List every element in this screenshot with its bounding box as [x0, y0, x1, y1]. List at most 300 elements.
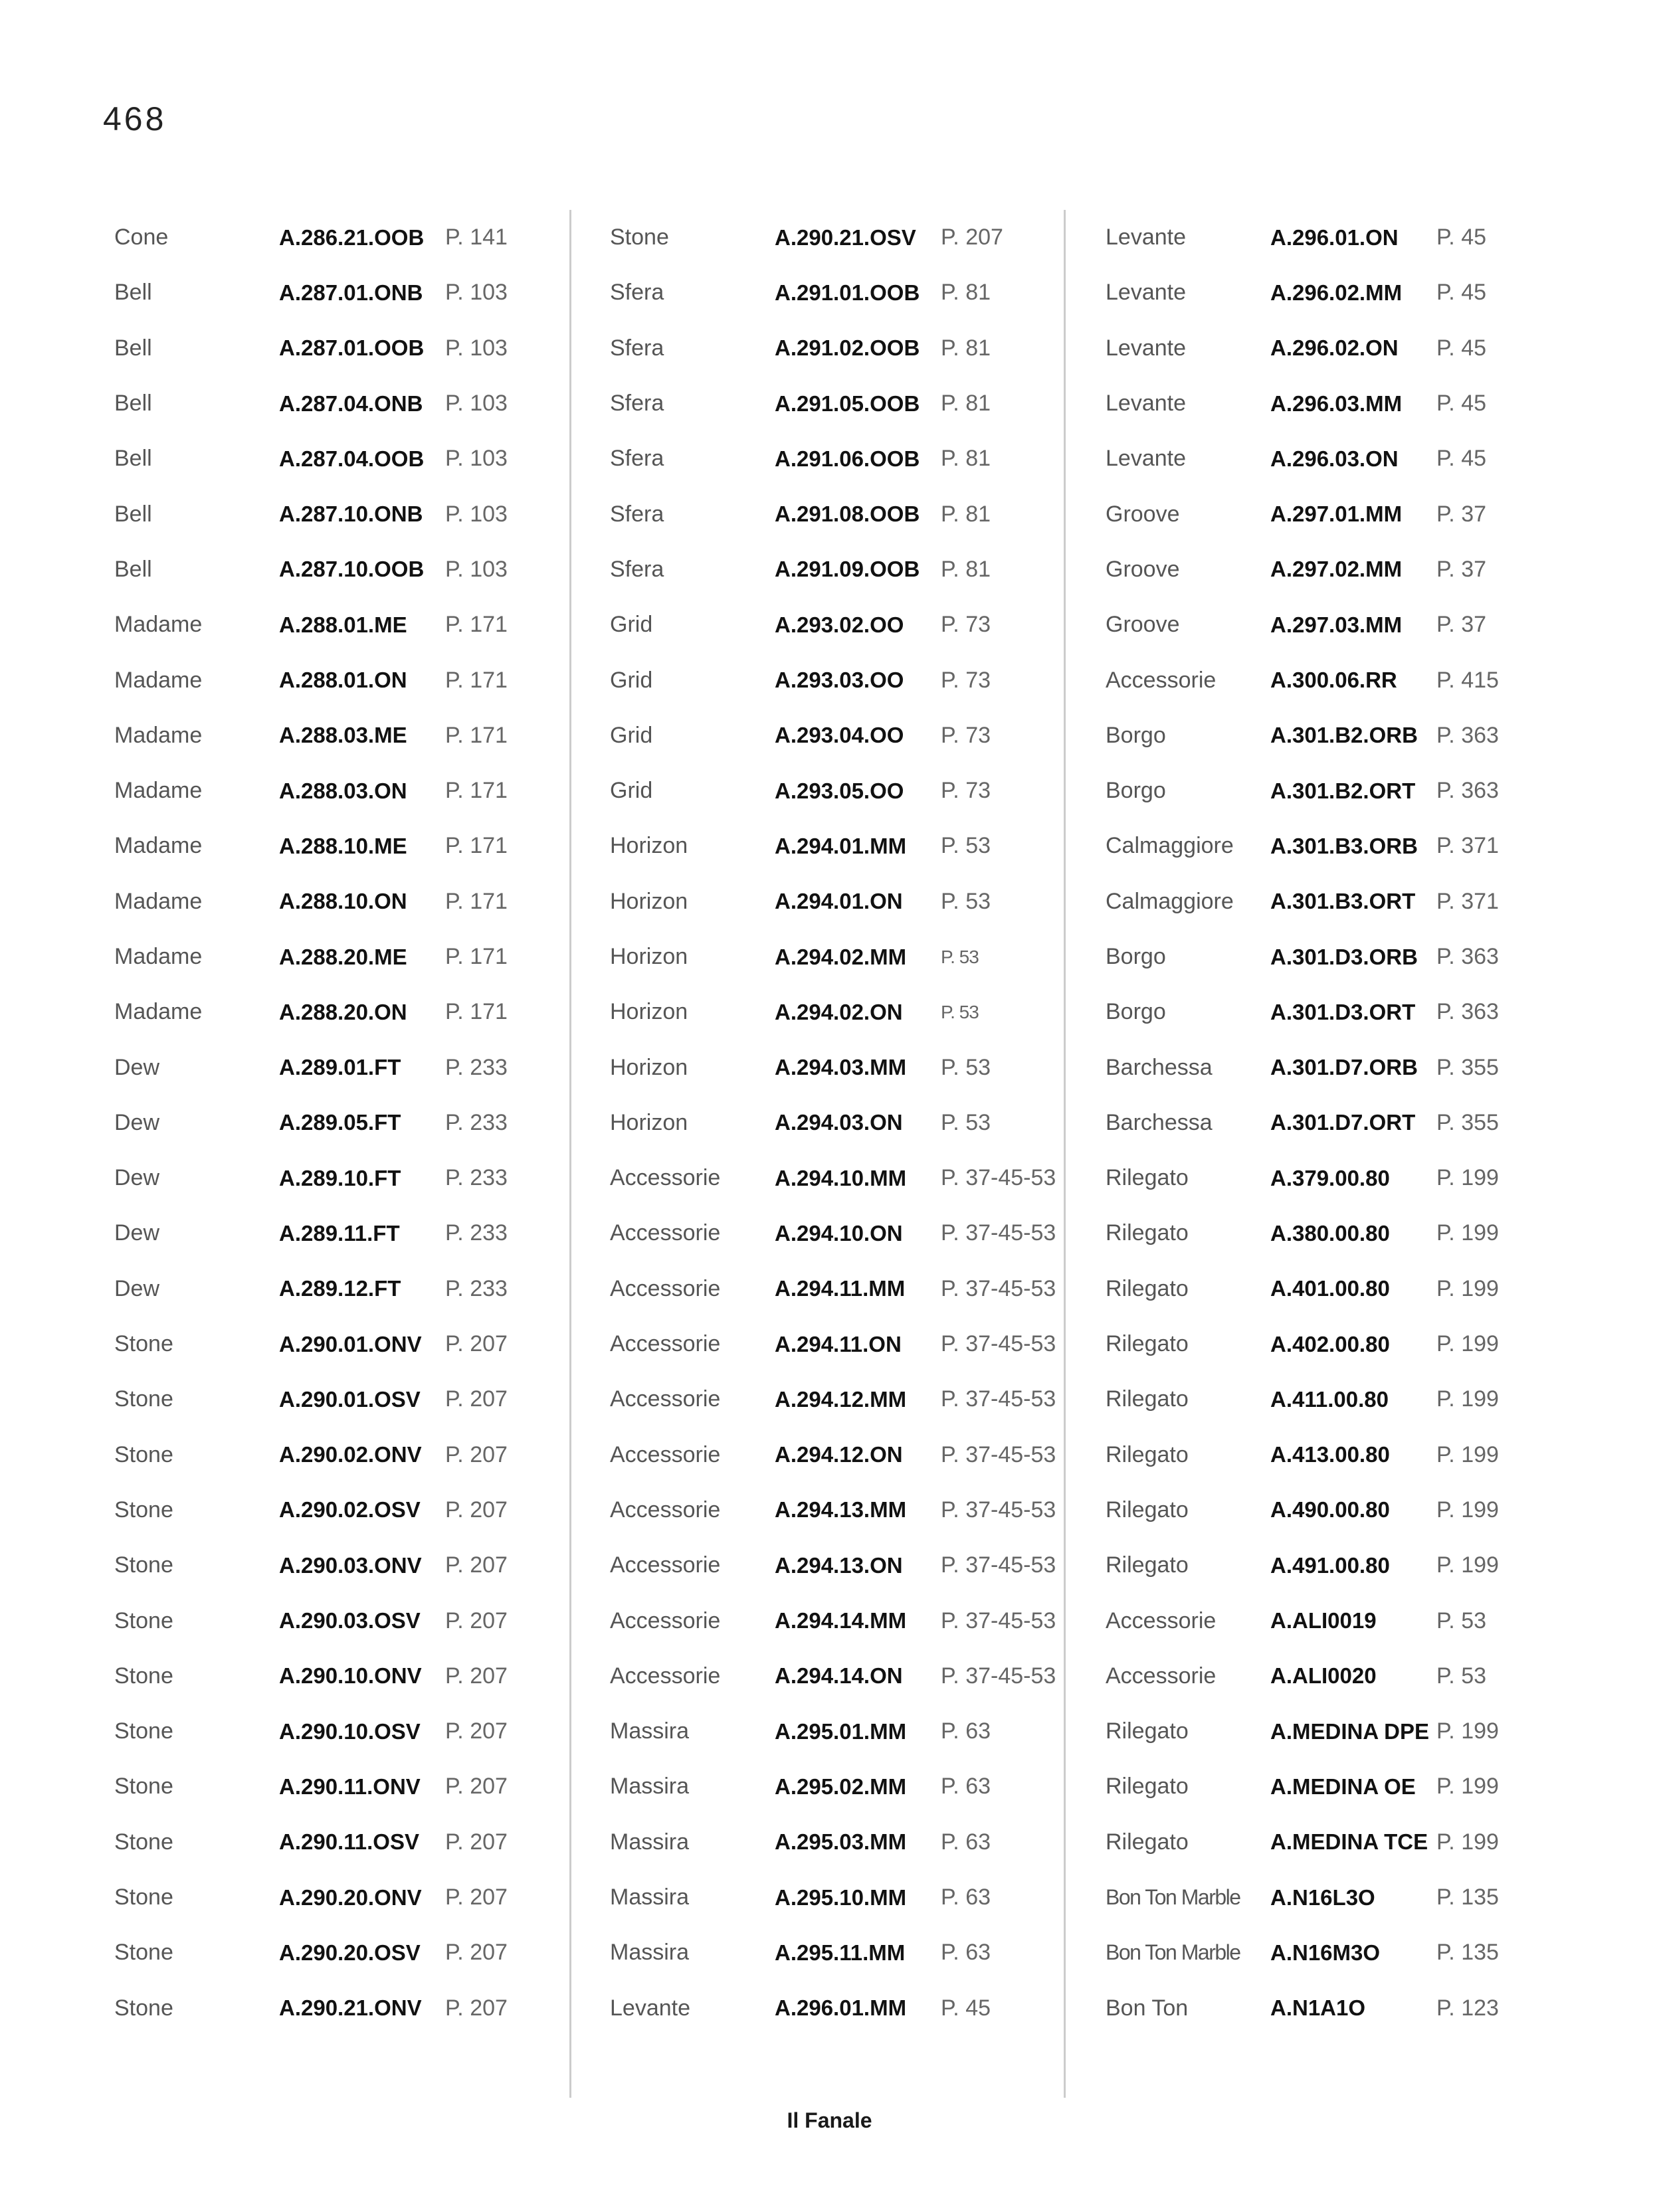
- product-name: Calmaggiore: [1106, 833, 1234, 859]
- page-reference: P. 81: [941, 501, 991, 527]
- product-code: A.290.21.OSV: [775, 225, 916, 250]
- product-name: Stone: [114, 1331, 173, 1357]
- page-reference: P. 37: [1436, 612, 1487, 638]
- page-reference: P. 199: [1436, 1331, 1499, 1357]
- page-reference: P. 171: [445, 612, 508, 638]
- index-row: [610, 1759, 1095, 1814]
- product-code: A.290.03.OSV: [279, 1608, 421, 1633]
- index-row: [610, 652, 1095, 707]
- product-code: A.402.00.80: [1270, 1331, 1390, 1356]
- index-row: [1106, 1870, 1591, 1925]
- index-row: [1106, 1981, 1591, 2036]
- index-row: [114, 431, 599, 486]
- index-row: [1106, 1593, 1591, 1648]
- product-name: Accessorie: [610, 1386, 721, 1412]
- index-row: [1106, 1428, 1591, 1483]
- index-row: [610, 1981, 1095, 2036]
- product-code: A.297.02.MM: [1270, 557, 1403, 582]
- product-name: Stone: [114, 1774, 173, 1799]
- product-name: Rilegato: [1106, 1774, 1189, 1799]
- product-code: A.288.01.ME: [279, 612, 407, 637]
- product-name: Horizon: [610, 1109, 688, 1135]
- product-name: Accessorie: [610, 1165, 721, 1191]
- product-code: A.294.12.MM: [775, 1386, 907, 1412]
- product-code: A.287.04.OOB: [279, 446, 425, 471]
- product-code: A.MEDINA TCE: [1270, 1829, 1428, 1855]
- product-name: Groove: [1106, 612, 1180, 638]
- product-name: Sfera: [610, 446, 664, 472]
- product-code: A.289.01.FT: [279, 1055, 401, 1080]
- product-name: Bon Ton Marble: [1106, 1940, 1240, 1965]
- page-reference: P. 73: [941, 722, 991, 748]
- index-row: [610, 818, 1095, 874]
- product-name: Stone: [610, 225, 669, 250]
- product-code: A.297.03.MM: [1270, 612, 1403, 637]
- product-code: A.N16M3O: [1270, 1940, 1381, 1965]
- product-code: A.301.B3.ORB: [1270, 833, 1418, 858]
- product-code: A.290.10.OSV: [279, 1718, 421, 1744]
- index-row: [114, 1538, 599, 1593]
- product-name: Borgo: [1106, 944, 1166, 969]
- product-name: Stone: [114, 1497, 173, 1522]
- page-reference: P. 207: [445, 1663, 508, 1689]
- page-reference: P. 53: [941, 946, 979, 967]
- product-code: A.289.05.FT: [279, 1110, 401, 1135]
- product-code: A.491.00.80: [1270, 1552, 1390, 1578]
- product-code: A.286.21.OOB: [279, 225, 425, 250]
- page-reference: P. 63: [941, 1885, 991, 1910]
- page-reference: P. 37-45-53: [941, 1441, 1056, 1467]
- index-row: [1106, 376, 1591, 431]
- product-name: Grid: [610, 722, 653, 748]
- product-code: A.291.05.OOB: [775, 391, 920, 416]
- page-reference: P. 233: [445, 1109, 508, 1135]
- product-name: Stone: [114, 1552, 173, 1578]
- product-code: A.295.03.MM: [775, 1829, 907, 1855]
- index-row: [114, 1483, 599, 1538]
- product-code: A.290.21.ONV: [279, 1995, 422, 2021]
- page-reference: P. 171: [445, 999, 508, 1025]
- product-name: Groove: [1106, 556, 1180, 582]
- index-row: [610, 321, 1095, 376]
- index-row: [114, 1317, 599, 1372]
- product-name: Stone: [114, 1608, 173, 1633]
- index-row: [114, 265, 599, 320]
- index-row: [610, 210, 1095, 265]
- product-code: A.289.11.FT: [279, 1220, 400, 1245]
- product-code: A.288.20.ME: [279, 944, 407, 969]
- page-reference: P. 53: [1436, 1608, 1487, 1633]
- index-row: [114, 1870, 599, 1925]
- product-code: A.297.01.MM: [1270, 502, 1403, 527]
- page-reference: P. 45: [1436, 335, 1487, 361]
- product-name: Dew: [114, 1054, 160, 1080]
- product-name: Calmaggiore: [1106, 888, 1234, 914]
- index-row: [610, 1040, 1095, 1095]
- index-row: [610, 763, 1095, 818]
- page-reference: P. 371: [1436, 888, 1499, 914]
- page-reference: P. 37-45-53: [941, 1386, 1056, 1412]
- product-name: Horizon: [610, 833, 688, 859]
- page-reference: P. 171: [445, 944, 508, 969]
- product-code: A.291.06.OOB: [775, 446, 920, 471]
- index-row: [610, 929, 1095, 984]
- product-code: A.MEDINA OE: [1270, 1774, 1416, 1799]
- footer-brand: Il Fanale: [787, 2108, 872, 2132]
- page-reference: P. 45: [1436, 225, 1487, 250]
- index-row: [114, 1759, 599, 1814]
- product-name: Massira: [610, 1718, 690, 1744]
- product-name: Massira: [610, 1940, 690, 1966]
- product-name: Sfera: [610, 556, 664, 582]
- index-row: [610, 376, 1095, 431]
- product-name: Dew: [114, 1220, 160, 1246]
- product-name: Levante: [1106, 446, 1186, 472]
- product-name: Dew: [114, 1109, 160, 1135]
- product-name: Bell: [114, 446, 152, 472]
- page-reference: P. 207: [445, 1552, 508, 1578]
- product-name: Madame: [114, 612, 203, 638]
- product-code: A.294.03.ON: [775, 1110, 903, 1135]
- product-code: A.287.10.ONB: [279, 502, 423, 527]
- page-reference: P. 207: [445, 1885, 508, 1910]
- product-name: Madame: [114, 778, 203, 804]
- index-row: [1106, 1040, 1591, 1095]
- product-name: Accessorie: [610, 1552, 721, 1578]
- product-name: Stone: [114, 1885, 173, 1910]
- product-name: Rilegato: [1106, 1552, 1189, 1578]
- index-row: [114, 1151, 599, 1206]
- index-row: [114, 1649, 599, 1704]
- product-name: Rilegato: [1106, 1165, 1189, 1191]
- page-reference: P. 233: [445, 1275, 508, 1301]
- index-row: [1106, 708, 1591, 763]
- page-reference: P. 199: [1436, 1718, 1499, 1744]
- page-reference: P. 37: [1436, 501, 1487, 527]
- product-name: Accessorie: [610, 1608, 721, 1633]
- index-row: [114, 210, 599, 265]
- page-reference: P. 37-45-53: [941, 1275, 1056, 1301]
- index-row: [610, 431, 1095, 486]
- product-code: A.490.00.80: [1270, 1497, 1390, 1522]
- page-reference: P. 103: [445, 335, 508, 361]
- product-name: Rilegato: [1106, 1331, 1189, 1357]
- product-code: A.294.01.MM: [775, 833, 907, 858]
- product-code: A.294.03.MM: [775, 1055, 907, 1080]
- page-reference: P. 199: [1436, 1829, 1499, 1855]
- page-reference: P. 199: [1436, 1552, 1499, 1578]
- product-code: A.294.13.MM: [775, 1497, 907, 1522]
- page-reference: P. 199: [1436, 1165, 1499, 1191]
- product-code: A.401.00.80: [1270, 1276, 1390, 1301]
- page-reference: P. 103: [445, 446, 508, 472]
- product-code: A.294.10.MM: [775, 1165, 907, 1190]
- index-row: [114, 542, 599, 597]
- index-row: [610, 1870, 1095, 1925]
- index-row: [610, 486, 1095, 541]
- product-name: Accessorie: [1106, 1663, 1217, 1689]
- page-reference: P. 53: [941, 1001, 979, 1022]
- product-code: A.296.02.MM: [1270, 280, 1403, 305]
- product-name: Bon Ton Marble: [1106, 1885, 1240, 1910]
- page-reference: P. 37-45-53: [941, 1552, 1056, 1578]
- product-name: Grid: [610, 667, 653, 693]
- product-name: Grid: [610, 612, 653, 638]
- page-number: 468: [103, 100, 167, 138]
- page-reference: P. 171: [445, 833, 508, 859]
- index-row: [610, 1261, 1095, 1317]
- index-row: [610, 984, 1095, 1040]
- index-row: [1106, 321, 1591, 376]
- index-row: [1106, 1206, 1591, 1261]
- index-column-2: [610, 210, 1095, 2036]
- product-code: A.295.01.MM: [775, 1718, 907, 1744]
- product-code: A.301.D3.ORT: [1270, 999, 1416, 1024]
- page-reference: P. 45: [1436, 280, 1487, 306]
- index-row: [1106, 1151, 1591, 1206]
- product-name: Massira: [610, 1774, 690, 1799]
- page-reference: P. 207: [445, 1774, 508, 1799]
- index-row: [1106, 1483, 1591, 1538]
- page-reference: P. 207: [445, 1995, 508, 2021]
- product-name: Borgo: [1106, 722, 1166, 748]
- product-name: Horizon: [610, 944, 688, 969]
- product-name: Madame: [114, 722, 203, 748]
- index-row: [1106, 1261, 1591, 1317]
- index-row: [114, 1095, 599, 1151]
- page-reference: P. 37-45-53: [941, 1220, 1056, 1246]
- product-code: A.289.12.FT: [279, 1276, 401, 1301]
- product-code: A.291.08.OOB: [775, 502, 920, 527]
- page-reference: P. 37-45-53: [941, 1165, 1056, 1191]
- product-name: Accessorie: [1106, 667, 1217, 693]
- product-name: Barchessa: [1106, 1054, 1213, 1080]
- column-divider: [569, 210, 571, 2098]
- product-code: A.288.10.ME: [279, 833, 407, 858]
- page-reference: P. 207: [445, 1386, 508, 1412]
- page-reference: P. 363: [1436, 778, 1499, 804]
- index-row: [1106, 431, 1591, 486]
- page-reference: P. 103: [445, 556, 508, 582]
- index-row: [1106, 1649, 1591, 1704]
- page-reference: P. 355: [1436, 1109, 1499, 1135]
- index-row: [1106, 1704, 1591, 1759]
- index-row: [610, 1317, 1095, 1372]
- page-reference: P. 37-45-53: [941, 1663, 1056, 1689]
- product-code: A.293.05.OO: [775, 778, 904, 803]
- page-reference: P. 135: [1436, 1885, 1499, 1910]
- page-reference: P. 199: [1436, 1441, 1499, 1467]
- product-name: Levante: [610, 1995, 690, 2021]
- product-code: A.294.11.MM: [775, 1276, 906, 1301]
- product-name: Rilegato: [1106, 1441, 1189, 1467]
- index-row: [1106, 818, 1591, 874]
- page-reference: P. 81: [941, 280, 991, 306]
- product-name: Massira: [610, 1885, 690, 1910]
- page-reference: P. 45: [941, 1995, 991, 2021]
- page-reference: P. 45: [1436, 391, 1487, 416]
- index-row: [114, 1704, 599, 1759]
- product-name: Bell: [114, 391, 152, 416]
- page-reference: P. 103: [445, 280, 508, 306]
- product-name: Bell: [114, 335, 152, 361]
- product-code: A.295.11.MM: [775, 1940, 906, 1965]
- page-reference: P. 199: [1436, 1497, 1499, 1522]
- product-name: Madame: [114, 999, 203, 1025]
- product-name: Accessorie: [610, 1497, 721, 1522]
- index-row: [114, 1261, 599, 1317]
- product-code: A.296.01.MM: [775, 1995, 907, 2021]
- product-name: Accessorie: [610, 1663, 721, 1689]
- product-name: Dew: [114, 1165, 160, 1191]
- page-reference: P. 103: [445, 391, 508, 416]
- product-code: A.294.02.MM: [775, 944, 907, 969]
- page-reference: P. 141: [445, 225, 508, 250]
- product-name: Accessorie: [610, 1220, 721, 1246]
- product-code: A.287.10.OOB: [279, 557, 425, 582]
- index-row: [1106, 874, 1591, 929]
- page-reference: P. 81: [941, 335, 991, 361]
- index-row: [114, 1040, 599, 1095]
- page-reference: P. 199: [1436, 1220, 1499, 1246]
- product-code: A.294.12.ON: [775, 1442, 903, 1467]
- product-name: Horizon: [610, 888, 688, 914]
- page-reference: P. 73: [941, 612, 991, 638]
- page-reference: P. 53: [941, 1054, 991, 1080]
- product-name: Levante: [1106, 335, 1186, 361]
- index-row: [610, 597, 1095, 652]
- product-code: A.294.11.ON: [775, 1331, 902, 1356]
- product-name: Cone: [114, 225, 169, 250]
- product-code: A.290.02.OSV: [279, 1497, 421, 1522]
- index-row: [610, 1372, 1095, 1427]
- product-name: Sfera: [610, 335, 664, 361]
- index-row: [610, 1206, 1095, 1261]
- index-row: [610, 1815, 1095, 1870]
- product-name: Accessorie: [610, 1441, 721, 1467]
- page-reference: P. 135: [1436, 1940, 1499, 1966]
- product-name: Massira: [610, 1829, 690, 1855]
- page-reference: P. 207: [445, 1718, 508, 1744]
- product-code: A.290.11.OSV: [279, 1829, 419, 1855]
- page-reference: P. 363: [1436, 944, 1499, 969]
- product-name: Bell: [114, 501, 152, 527]
- page-reference: P. 171: [445, 667, 508, 693]
- product-code: A.293.03.OO: [775, 668, 904, 693]
- page-reference: P. 37-45-53: [941, 1331, 1056, 1357]
- product-code: A.296.01.ON: [1270, 225, 1399, 250]
- index-row: [610, 1428, 1095, 1483]
- index-row: [114, 1981, 599, 2036]
- product-name: Rilegato: [1106, 1386, 1189, 1412]
- product-code: A.290.01.ONV: [279, 1331, 422, 1356]
- index-row: [1106, 763, 1591, 818]
- product-name: Rilegato: [1106, 1497, 1189, 1522]
- index-row: [610, 1649, 1095, 1704]
- page-reference: P. 63: [941, 1718, 991, 1744]
- product-name: Madame: [114, 888, 203, 914]
- index-row: [1106, 1372, 1591, 1427]
- page-reference: P. 81: [941, 556, 991, 582]
- index-row: [114, 1206, 599, 1261]
- product-name: Madame: [114, 667, 203, 693]
- product-code: A.296.03.MM: [1270, 391, 1403, 416]
- product-code: A.293.02.OO: [775, 612, 904, 637]
- product-code: A.N1A1O: [1270, 1995, 1366, 2021]
- page-reference: P. 207: [445, 1441, 508, 1467]
- product-code: A.301.B2.ORB: [1270, 723, 1418, 748]
- product-name: Bon Ton: [1106, 1995, 1189, 2021]
- page-reference: P. 37-45-53: [941, 1608, 1056, 1633]
- index-row: [114, 1372, 599, 1427]
- product-name: Stone: [114, 1718, 173, 1744]
- index-row: [610, 1538, 1095, 1593]
- index-column-1: [114, 210, 599, 2036]
- index-row: [1106, 1759, 1591, 1814]
- product-name: Sfera: [610, 391, 664, 416]
- product-name: Rilegato: [1106, 1829, 1189, 1855]
- page-reference: P. 171: [445, 722, 508, 748]
- product-name: Levante: [1106, 280, 1186, 306]
- product-code: A.301.D7.ORT: [1270, 1110, 1416, 1135]
- product-code: A.288.10.ON: [279, 889, 407, 914]
- product-code: A.411.00.80: [1270, 1386, 1389, 1412]
- product-code: A.288.03.ME: [279, 723, 407, 748]
- index-row: [1106, 652, 1591, 707]
- index-row: [114, 486, 599, 541]
- page-reference: P. 45: [1436, 446, 1487, 472]
- product-name: Dew: [114, 1275, 160, 1301]
- index-row: [114, 984, 599, 1040]
- page-reference: P. 103: [445, 501, 508, 527]
- product-name: Sfera: [610, 280, 664, 306]
- product-code: A.294.01.ON: [775, 889, 903, 914]
- index-row: [114, 929, 599, 984]
- product-name: Borgo: [1106, 999, 1166, 1025]
- index-row: [610, 874, 1095, 929]
- index-row: [114, 1925, 599, 1980]
- page-reference: P. 53: [941, 888, 991, 914]
- page-reference: P. 171: [445, 778, 508, 804]
- product-code: A.290.01.OSV: [279, 1386, 421, 1412]
- product-code: A.301.B2.ORT: [1270, 778, 1416, 803]
- page-reference: P. 53: [1436, 1663, 1487, 1689]
- product-name: Stone: [114, 1386, 173, 1412]
- index-row: [1106, 1815, 1591, 1870]
- page-reference: P. 37-45-53: [941, 1497, 1056, 1522]
- product-name: Groove: [1106, 501, 1180, 527]
- product-code: A.290.20.ONV: [279, 1885, 422, 1910]
- page-reference: P. 199: [1436, 1275, 1499, 1301]
- product-name: Stone: [114, 1663, 173, 1689]
- product-name: Sfera: [610, 501, 664, 527]
- product-code: A.289.10.FT: [279, 1165, 401, 1190]
- index-row: [610, 265, 1095, 320]
- page-reference: P. 199: [1436, 1386, 1499, 1412]
- index-row: [1106, 542, 1591, 597]
- product-code: A.296.03.ON: [1270, 446, 1399, 471]
- product-code: A.290.02.ONV: [279, 1442, 422, 1467]
- index-row: [1106, 984, 1591, 1040]
- index-row: [114, 1593, 599, 1648]
- page-reference: P. 363: [1436, 999, 1499, 1025]
- product-code: A.296.02.ON: [1270, 335, 1399, 361]
- index-row: [610, 1925, 1095, 1980]
- index-row: [114, 708, 599, 763]
- product-name: Horizon: [610, 999, 688, 1025]
- page-reference: P. 233: [445, 1165, 508, 1191]
- page-reference: P. 53: [941, 1109, 991, 1135]
